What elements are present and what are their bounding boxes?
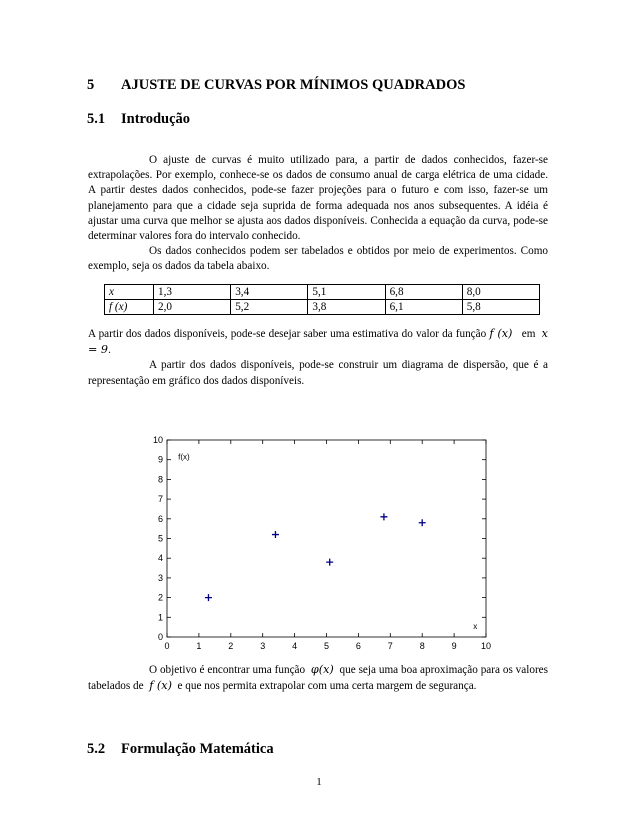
table-cell: 5,8 [462,300,539,315]
table-cell: 6,8 [385,285,462,300]
data-point [380,513,387,520]
subsection-number: 5.2 [87,741,106,757]
subsection-title: Introdução [121,111,191,127]
x-tick-label: 5 [323,641,330,651]
x-tick-label: 0 [164,641,170,651]
y-tick-label: 10 [152,435,163,445]
paragraph-3-end: . [108,344,111,357]
math-phi: φ(x) [310,663,334,676]
math-fx: f (x) [489,327,513,340]
paragraph-5-a: O objetivo é encontrar uma função [149,664,306,676]
y-tick-label: 7 [157,494,163,505]
subsection-heading-formulation [87,741,274,758]
table-cell: 2,0 [154,300,231,315]
y-tick-label: 8 [157,474,163,485]
paragraph-4: A partir dos dados disponíveis, pode-se construir um diagrama de dispersão, que é a representação em gráfico dos dados disponíveis. [88,359,548,387]
data-point [419,519,426,526]
data-point [205,594,212,601]
table-cell: 6,1 [385,300,462,315]
x-tick-label: 2 [228,641,234,651]
math-x-equals-9: x = 9 [88,327,548,357]
paragraph-3-em: em [521,328,536,340]
y-tick-label: 3 [157,572,163,583]
table-cell: 1,3 [154,285,231,300]
x-tick-label: 9 [451,641,457,651]
table-cell: 5,1 [308,285,385,300]
x-tick-label: 1 [196,641,202,651]
subsection-title: Formulação Matemática [121,741,274,757]
table-cell: 5,2 [231,300,308,315]
table-label-x: x [105,285,154,300]
y-tick-label: 6 [157,513,163,524]
y-tick-label: 9 [157,454,163,465]
paragraph-3-text: A partir dos dados disponíveis, pode-se desejar saber uma estimativa do valor da função [88,328,487,340]
x-tick-label: 6 [355,641,361,651]
paragraph-2: Os dados conhecidos podem ser tabelados e obtidos por meio de experimentos. Como exemplo, seja os dados da tabela abaixo. [88,245,548,273]
y-tick-label: 1 [157,612,163,623]
x-axis-label: x [473,622,478,632]
table-cell: 3,4 [231,285,308,300]
y-tick-label: 0 [157,632,163,642]
data-point [272,531,279,538]
objective-text [88,662,548,694]
section-number: 5 [87,77,95,93]
y-axis-label: f(x) [178,452,190,462]
math-fx-2: f (x) [149,679,172,693]
page-number: 1 [316,776,322,788]
plot-frame [167,440,486,637]
table-cell: 8,0 [462,285,539,300]
paragraph-5-c: e que nos permita extrapolar com uma certa margem de segurança. [177,680,477,693]
x-tick-label: 3 [260,641,266,651]
x-tick-label: 4 [292,641,298,651]
paragraph-5 [88,662,548,694]
data-point [326,559,333,566]
table-cell: 3,8 [308,300,385,315]
subsection-number: 5.1 [87,111,106,127]
x-tick-label: 10 [480,641,492,651]
section-title: AJUSTE DE CURVAS POR MÍNIMOS QUADRADOS [121,77,466,93]
y-tick-label: 4 [157,553,163,564]
x-tick-label: 8 [419,641,425,651]
y-tick-label: 5 [157,533,163,544]
y-tick-label: 2 [157,592,163,603]
paragraph-5-b: que seja uma boa aproximação para os valores tabelados de [88,664,548,693]
table-label-fx: f (x) [105,300,154,315]
x-tick-label: 7 [387,641,393,651]
paragraph-1: O ajuste de curvas é muito utilizado para, a partir de dados conhecidos, fazer-se extrapolações. Por exemplo, conhece-se os dados de consumo anual de carga elétrica de uma cidade. A partir destes dados conhecidos, pode-se fazer projeções para o futuro e com isso, fazer-se um planejamento para que a cidade seja suprida de forma adequada nos anos subsequentes. A idéia é ajustar uma curva que melhor se ajusta aos dados disponíveis. Conhecida a equação da curva, pode-se determinar valores fora do intervalo conhecido. [88,154,548,243]
